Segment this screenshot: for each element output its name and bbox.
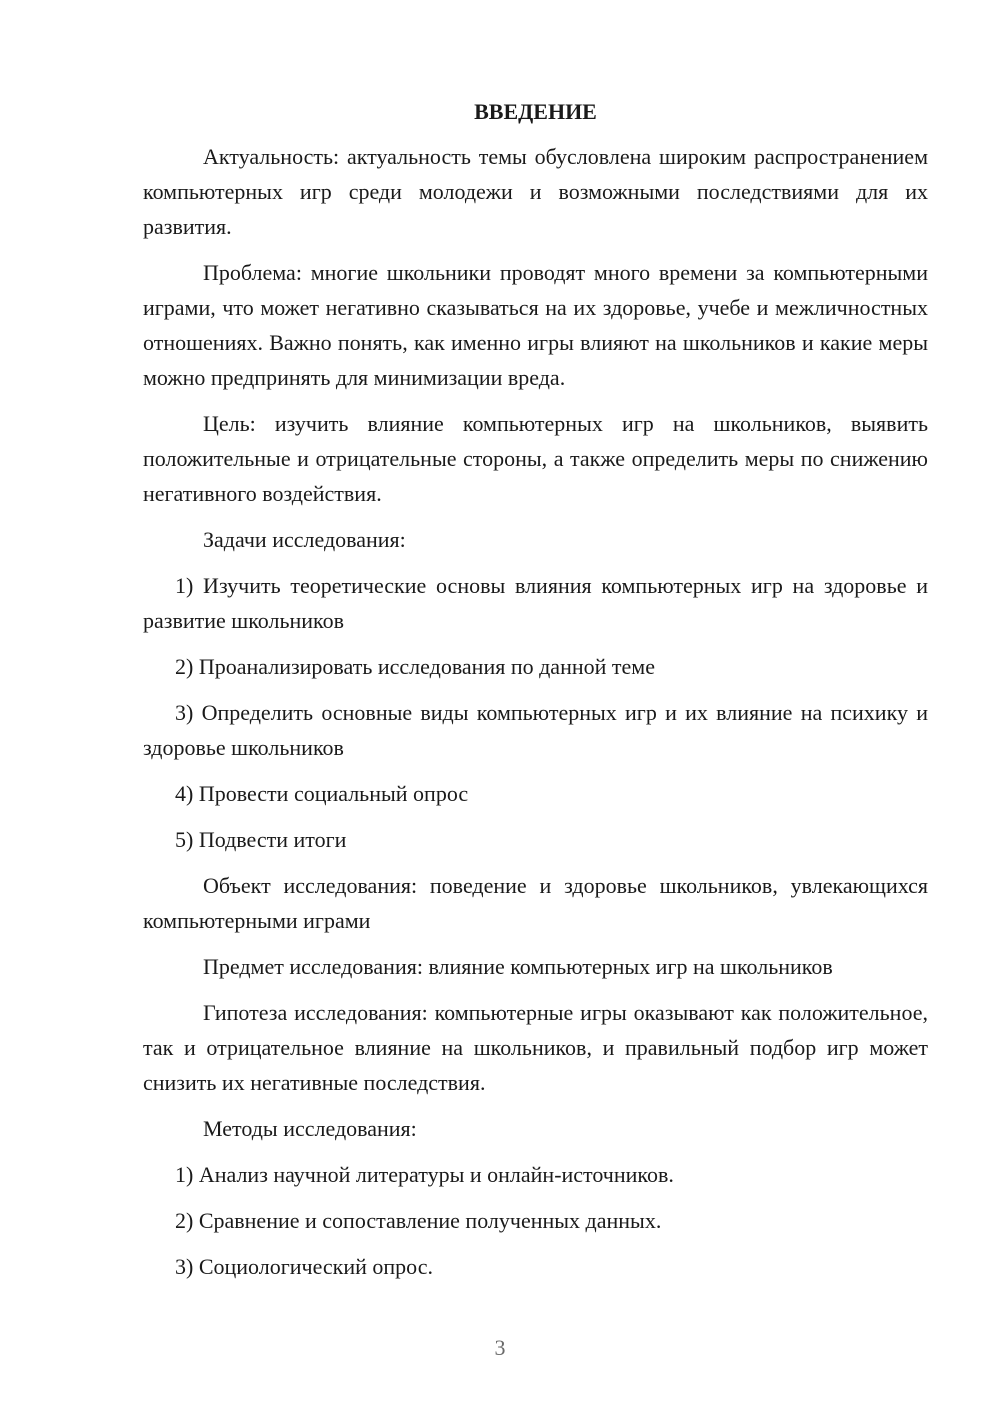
method-item: 1) Анализ научной литературы и онлайн-источников.	[175, 1162, 674, 1187]
methods-heading: Методы исследования:	[203, 1116, 417, 1141]
relevance-paragraph: Актуальность: актуальность темы обусловлена широким распространением компьютерных игр среди молодежи и возможными последствиями для их развития.	[143, 144, 928, 239]
page-title: ВВЕДЕНИЕ	[474, 99, 597, 124]
tasks-heading: Задачи исследования:	[203, 527, 406, 552]
subject-paragraph: Предмет исследования: влияние компьютерных игр на школьников	[203, 954, 833, 979]
task-item: 3) Определить основные виды компьютерных игр и их влияние на психику и здоровье школьников	[143, 700, 928, 760]
task-item: 1) Изучить теоретические основы влияния компьютерных игр на здоровье и развитие школьников	[143, 573, 928, 633]
hypothesis-paragraph: Гипотеза исследования: компьютерные игры оказывают как положительное, так и отрицательное влияние на школьников, и правильный подбор игр может снизить их негативные последствия.	[143, 1000, 928, 1095]
task-item: 4) Провести социальный опрос	[175, 781, 469, 806]
page-content	[143, 94, 928, 1295]
task-item: 5) Подвести итоги	[175, 827, 347, 852]
page-number: 3	[494, 1335, 506, 1360]
object-paragraph: Объект исследования: поведение и здоровье школьников, увлекающихся компьютерными играми	[143, 873, 928, 933]
problem-paragraph: Проблема: многие школьники проводят много времени за компьютерными играми, что может негативно сказываться на их здоровье, учебе и межличностных отношениях. Важно понять, как именно игры влияют на школьников и какие меры можно предпринять для минимизации вреда.	[143, 260, 928, 390]
task-item: 2) Проанализировать исследования по данной теме	[175, 654, 655, 679]
method-item: 2) Сравнение и сопоставление полученных данных.	[175, 1208, 662, 1233]
goal-paragraph: Цель: изучить влияние компьютерных игр на школьников, выявить положительные и отрицательные стороны, а также определить меры по снижению негативного воздействия.	[143, 411, 928, 506]
method-item: 3) Социологический опрос.	[175, 1254, 433, 1279]
